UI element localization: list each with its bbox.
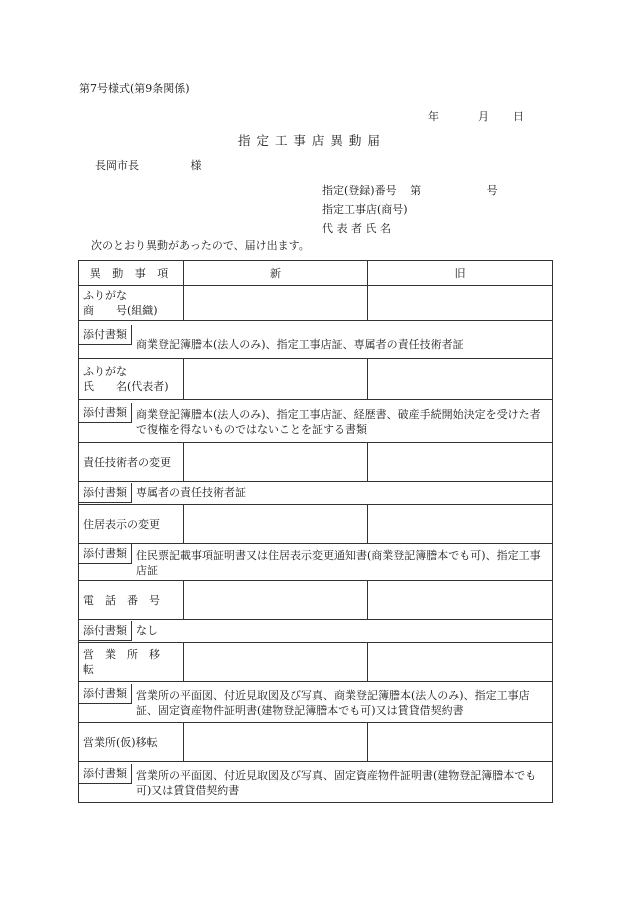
- item-label: 電 話 番 号: [79, 581, 184, 620]
- old-value-cell[interactable]: [368, 581, 553, 620]
- item-furigana: ふりがな: [83, 365, 127, 378]
- addressee-honorific: 様: [190, 159, 202, 172]
- new-value-cell[interactable]: [184, 443, 368, 482]
- attachment-text: 専属者の責任技術者証: [136, 486, 246, 499]
- new-value-cell[interactable]: [184, 359, 368, 400]
- attachment-row: [79, 762, 553, 803]
- table-row: [79, 286, 553, 321]
- attachment-text: 営業所の平面図、付近見取図及び写真、商業登記簿謄本(法人のみ)、指定工事店証、固定資産物件証明書(建物登記簿謄本でも可)又は賃貸借契約書: [136, 689, 530, 717]
- attachment-row: [79, 321, 553, 359]
- registration-number-suffix: 号: [486, 184, 498, 197]
- old-value-cell[interactable]: [368, 723, 553, 762]
- attachment-text: 商業登記簿謄本(法人のみ)、指定工事店証、専属者の責任技術者証: [136, 338, 464, 351]
- item-furigana: ふりがな: [83, 289, 127, 302]
- attachment-text: なし: [136, 624, 158, 637]
- item-label: 営業所(仮)移転: [79, 723, 184, 762]
- header-item: 異 動 事 項: [79, 261, 184, 286]
- old-value-cell[interactable]: [368, 643, 553, 682]
- item-label: 営 業 所 移 転: [79, 643, 184, 682]
- registration-number-line: [322, 182, 498, 198]
- attachment-label: 添付書類: [79, 621, 132, 641]
- old-value-cell[interactable]: [368, 505, 553, 544]
- new-value-cell[interactable]: [184, 505, 368, 544]
- intro-text: 次のとおり異動があったので、届け出ます。: [91, 239, 310, 252]
- attachment-row: [79, 620, 553, 643]
- old-value-cell[interactable]: [368, 443, 553, 482]
- date-day: 日: [513, 110, 524, 123]
- change-items-table: [78, 260, 553, 803]
- table-row: [79, 443, 553, 482]
- table-header-row: [79, 261, 553, 286]
- attachment-text: 住民票記載事項証明書又は住居表示変更通知書(商業登記簿謄本でも可)、指定工事店証: [136, 549, 541, 577]
- item-cell: [79, 359, 184, 400]
- table-row: [79, 505, 553, 544]
- representative-label: 代 表 者 氏 名: [322, 222, 391, 235]
- attachment-text: 商業登記簿謄本(法人のみ)、指定工事店証、経歴書、破産手続開始決定を受けた者で復権を得ないものではないことを証する書類: [136, 408, 541, 436]
- header-new: 新: [184, 261, 368, 286]
- table-row: [79, 581, 553, 620]
- new-value-cell[interactable]: [184, 581, 368, 620]
- new-value-cell[interactable]: [184, 286, 368, 321]
- date-year: 年: [428, 110, 439, 123]
- item-label: 氏 名(代表者): [83, 380, 169, 393]
- table-row: [79, 359, 553, 400]
- table-row: [79, 643, 553, 682]
- new-value-cell[interactable]: [184, 723, 368, 762]
- old-value-cell[interactable]: [368, 359, 553, 400]
- old-value-cell[interactable]: [368, 286, 553, 321]
- item-label: 商 号(組織): [83, 304, 158, 317]
- table-row: [79, 723, 553, 762]
- form-number: 第7号様式(第9条関係): [79, 82, 190, 95]
- new-value-cell[interactable]: [184, 643, 368, 682]
- attachment-row: [79, 682, 553, 723]
- attachment-row: [79, 544, 553, 581]
- addressee-name: 長岡市長: [95, 159, 139, 172]
- header-old: 旧: [368, 261, 553, 286]
- shop-name-label: 指定工事店(商号): [322, 203, 408, 216]
- attachment-label: 添付書類: [79, 483, 132, 503]
- registration-number-prefix: 第: [410, 184, 422, 197]
- registration-number-label: 指定(登録)番号: [322, 184, 397, 197]
- date-month: 月: [478, 110, 489, 123]
- attachment-row: [79, 482, 553, 505]
- attachment-label: 添付書類: [79, 403, 132, 423]
- item-label: 住居表示の変更: [79, 505, 184, 544]
- attachment-label: 添付書類: [79, 684, 132, 704]
- attachment-label: 添付書類: [79, 764, 132, 784]
- attachment-label: 添付書類: [79, 325, 132, 345]
- attachment-label: 添付書類: [79, 544, 132, 564]
- page-title: 指 定 工 事 店 異 動 届: [238, 133, 381, 148]
- item-label: 責任技術者の変更: [79, 443, 184, 482]
- item-cell: [79, 286, 184, 321]
- addressee: [95, 157, 202, 173]
- attachment-text: 営業所の平面図、付近見取図及び写真、固定資産物件証明書(建物登記簿謄本でも可)又は賃貸借契約書: [136, 769, 537, 797]
- attachment-row: [79, 400, 553, 443]
